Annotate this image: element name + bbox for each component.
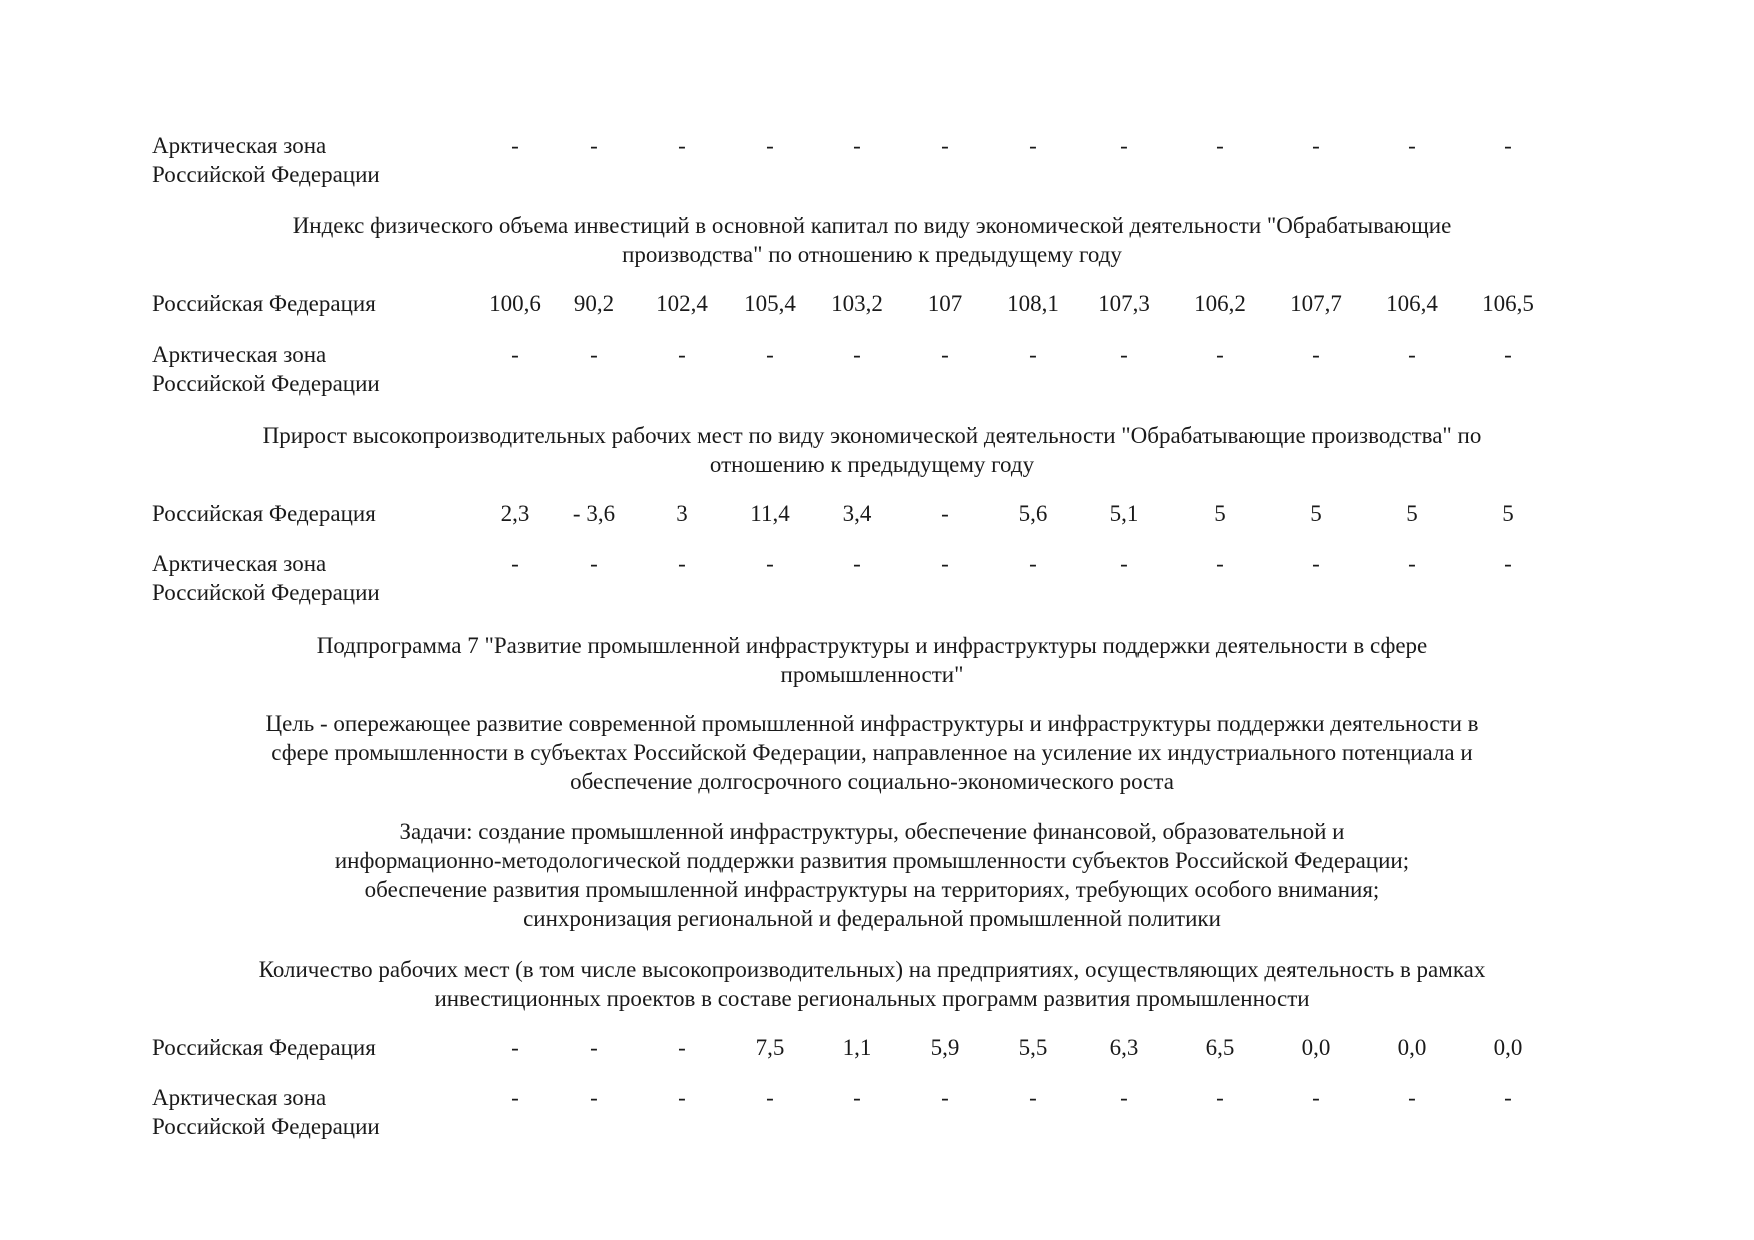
- row-label: Арктическая зона Российской Федерации: [152, 1085, 380, 1139]
- value-cell: 107: [927, 291, 963, 316]
- value-cell: -: [1029, 133, 1037, 158]
- value-cell: -: [1504, 342, 1512, 367]
- row-label: Российская Федерация: [152, 501, 376, 526]
- value-cell: -: [511, 1085, 519, 1110]
- value-cell: -: [590, 342, 598, 367]
- value-cell: -: [766, 551, 774, 576]
- value-cell: -: [1408, 342, 1416, 367]
- value-cell: 5,5: [1018, 1035, 1048, 1060]
- value-cell: -: [941, 1085, 949, 1110]
- value-cell: -: [511, 342, 519, 367]
- value-cell: 5: [1406, 501, 1418, 526]
- row-label: Российская Федерация: [152, 291, 376, 316]
- table-row: [152, 131, 1592, 191]
- section-heading: Задачи: создание промышленной инфраструктуры, обеспечение финансовой, образовательной и информационно-методологической поддержки развития промышленности субъектов Российской Федерации; обеспечение развития промышленной инфраструктуры на территориях, требующих особого внимания; синхронизация региональной и федеральной промышленной политики: [334, 819, 1410, 931]
- value-cell: -: [853, 1085, 861, 1110]
- value-cell: -: [1312, 1085, 1320, 1110]
- value-cell: 90,2: [573, 291, 615, 316]
- value-cell: 5,1: [1109, 501, 1139, 526]
- value-cell: -: [766, 342, 774, 367]
- value-cell: 0,0: [1493, 1035, 1523, 1060]
- value-cell: 103,2: [831, 291, 883, 316]
- value-cell: -: [1312, 551, 1320, 576]
- value-cell: -: [941, 133, 949, 158]
- value-cell: -: [853, 551, 861, 576]
- row-label: Российская Федерация: [152, 1035, 376, 1060]
- value-cell: -: [678, 1085, 686, 1110]
- value-cell: -: [511, 1035, 519, 1060]
- value-cell: -: [1408, 551, 1416, 576]
- value-cell: -: [853, 133, 861, 158]
- value-cell: 108,1: [1007, 291, 1059, 316]
- table-row: [152, 1083, 1592, 1143]
- section-heading: Цель - опережающее развитие современной промышленной инфраструктуры и инфраструктуры поддержки деятельности в сфере промышленности в субъектах Российской Федерации, направленное на усиление их индустриального потенциала и обеспечение долгосрочного социально-экономического роста: [265, 711, 1479, 794]
- value-cell: -: [1029, 342, 1037, 367]
- value-cell: -: [1029, 551, 1037, 576]
- row-label: Арктическая зона Российской Федерации: [152, 342, 380, 396]
- section-heading: Индекс физического объема инвестиций в основной капитал по виду экономической деятельности "Обрабатывающие производства" по отношению к предыдущему году: [292, 213, 1452, 267]
- value-cell: -: [1408, 1085, 1416, 1110]
- value-cell: -: [1120, 342, 1128, 367]
- value-cell: -: [1029, 1085, 1037, 1110]
- value-cell: -: [1504, 1085, 1512, 1110]
- value-cell: 11,4: [750, 501, 790, 526]
- value-cell: 5: [1310, 501, 1322, 526]
- value-cell: -: [1504, 133, 1512, 158]
- value-cell: -: [678, 342, 686, 367]
- value-cell: 106,2: [1194, 291, 1246, 316]
- value-cell: 102,4: [656, 291, 708, 316]
- value-cell: -: [1120, 133, 1128, 158]
- value-cell: -: [678, 1035, 686, 1060]
- value-cell: 6,3: [1109, 1035, 1139, 1060]
- value-cell: 1,1: [842, 1035, 872, 1060]
- table-row: [152, 549, 1592, 609]
- value-cell: 107,7: [1290, 291, 1342, 316]
- value-cell: 5,6: [1018, 501, 1048, 526]
- value-cell: 100,6: [489, 291, 541, 316]
- value-cell: -: [590, 1085, 598, 1110]
- row-label: Арктическая зона Российской Федерации: [152, 551, 380, 605]
- value-cell: -: [590, 133, 598, 158]
- value-cell: -: [853, 342, 861, 367]
- value-cell: -: [1216, 551, 1224, 576]
- value-cell: -: [1504, 551, 1512, 576]
- value-cell: 106,5: [1482, 291, 1534, 316]
- value-cell: 106,4: [1386, 291, 1438, 316]
- value-cell: -: [1312, 133, 1320, 158]
- value-cell: -: [941, 501, 949, 526]
- value-cell: 0,0: [1397, 1035, 1427, 1060]
- table-row: [152, 340, 1592, 400]
- value-cell: -: [678, 133, 686, 158]
- value-cell: -: [1216, 1085, 1224, 1110]
- value-cell: -: [766, 1085, 774, 1110]
- value-cell: -: [941, 551, 949, 576]
- value-cell: -: [511, 551, 519, 576]
- value-cell: 0,0: [1301, 1035, 1331, 1060]
- value-cell: 5: [1214, 501, 1226, 526]
- value-cell: 3: [676, 501, 688, 526]
- value-cell: -: [1216, 342, 1224, 367]
- value-cell: -: [590, 1035, 598, 1060]
- section-heading: Прирост высокопроизводительных рабочих мест по виду экономической деятельности "Обрабатывающие производства" по отношению к предыдущему году: [262, 423, 1482, 477]
- value-cell: 6,5: [1205, 1035, 1235, 1060]
- value-cell: -: [590, 551, 598, 576]
- value-cell: -: [1120, 1085, 1128, 1110]
- value-cell: 7,5: [755, 1035, 785, 1060]
- value-cell: 3,4: [842, 501, 872, 526]
- value-cell: 5,9: [930, 1035, 960, 1060]
- value-cell: -: [1312, 342, 1320, 367]
- value-cell: 2,3: [500, 501, 530, 526]
- row-label: Арктическая зона Российской Федерации: [152, 133, 380, 187]
- value-cell: - 3,6: [572, 501, 616, 526]
- value-cell: -: [766, 133, 774, 158]
- value-cell: 5: [1502, 501, 1514, 526]
- value-cell: 107,3: [1098, 291, 1150, 316]
- value-cell: -: [1216, 133, 1224, 158]
- value-cell: -: [678, 551, 686, 576]
- value-cell: -: [941, 342, 949, 367]
- value-cell: -: [511, 133, 519, 158]
- value-cell: -: [1408, 133, 1416, 158]
- section-heading: Подпрограмма 7 "Развитие промышленной инфраструктуры и инфраструктуры поддержки деятельности в сфере промышленности": [316, 633, 1428, 687]
- value-cell: -: [1120, 551, 1128, 576]
- value-cell: 105,4: [744, 291, 796, 316]
- section-heading: Количество рабочих мест (в том числе высокопроизводительных) на предприятиях, осуществляющих деятельность в рамках инвестиционных проектов в составе региональных программ развития промышленности: [258, 957, 1486, 1011]
